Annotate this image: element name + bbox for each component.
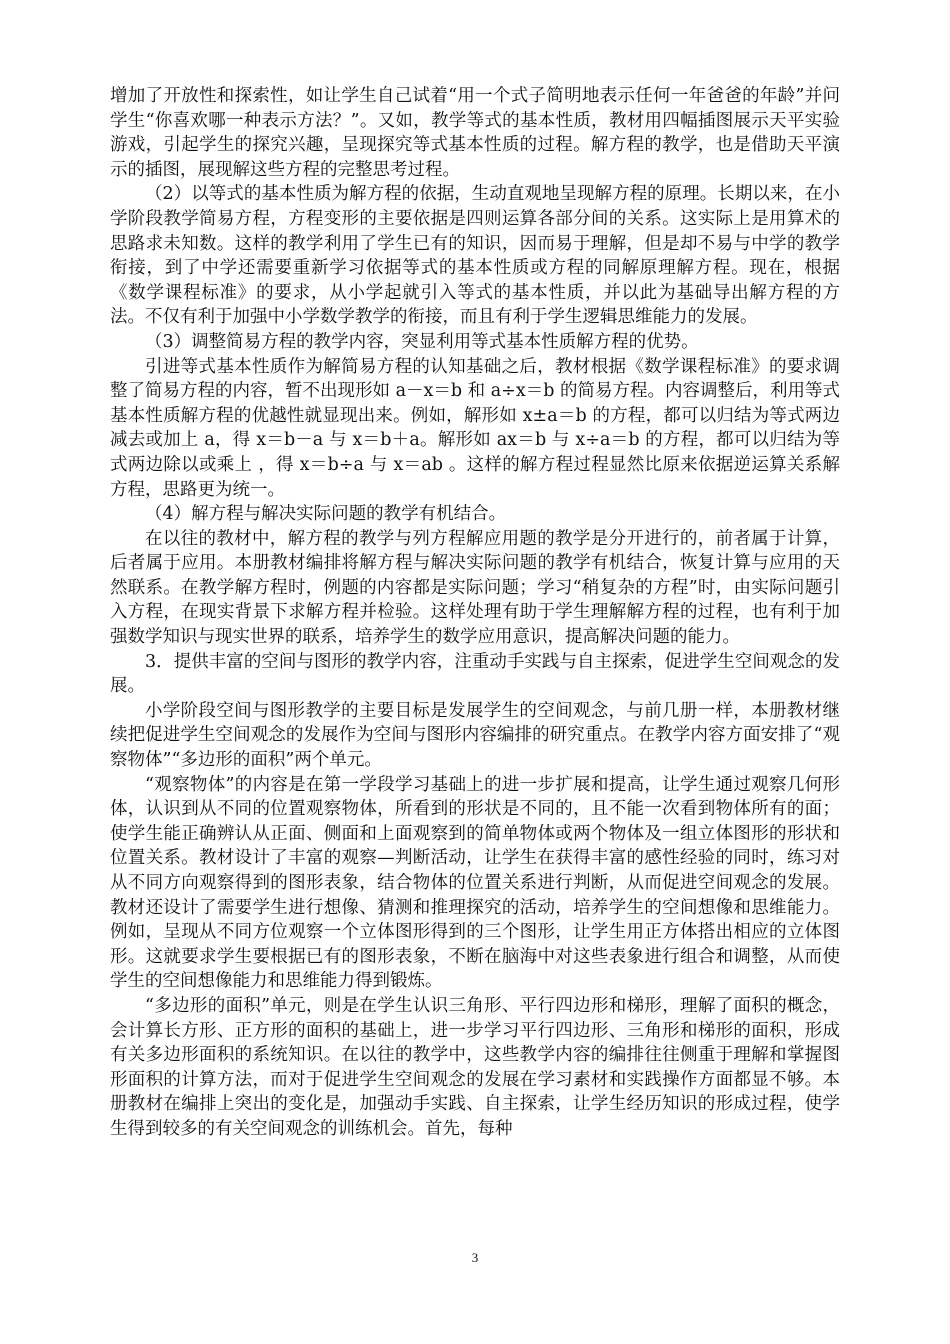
paragraph-point-2: （2）以等式的基本性质为解方程的依据，生动直观地呈现解方程的原理。长期以来，在小学阶段教学简易方程，方程变形的主要依据是四则运算各部分间的关系。这实际上是用算术的思路求未知数。这样的教学利用了学生已有的知识，因而易于理解，但是却不易与中学的教学衔接，到了中学还需要重新学习依据等式的基本性质或方程的同解原理解方程。现在，根据《数学课程标准》的要求，从小学起就引入等式的基本性质，并以此为基础导出解方程的方法。不仅有利于加强中小学数学教学的衔接，而且有利于学生逻辑思维能力的发展。	[110, 184, 840, 328]
paragraph-observing-objects: “观察物体”的内容是在第一学段学习基础上的进一步扩展和提高，让学生通过观察几何形体，认识到从不同的位置观察物体，所看到的形状是不同的，且不能一次看到物体所有的面；使学生能正确辨认从正面、侧面和上面观察到的简单物体或两个物体及一组立体图形的形状和位置关系。教材设计了丰富的观察—判断活动，让学生在获得丰富的感性经验的同时，练习对从不同方向观察得到的图形表象，结合物体的位置关系进行判断，从而促进空间观念的发展。教材还设计了需要学生进行想像、猜测和推理探究的活动，培养学生的空间想像和思维能力。例如，呈现从不同方位观察一个立体图形得到的三个图形，让学生用正方体搭出相应的立体图形。这就要求学生要根据已有的图形表象，不断在脑海中对这些表象进行组合和调整，从而使学生的空间想像能力和思维能力得到锻炼。	[110, 774, 840, 992]
paragraph-polygon-area: “多边形的面积”单元，则是在学生认识三角形、平行四边形和梯形，理解了面积的概念，会计算长方形、正方形的面积的基础上，进一步学习平行四边形、三角形和梯形的面积，形成有关多边形面积的系统知识。在以往的教学中，这些教学内容的编排往往侧重于理解和掌握图形面积的计算方法，而对于促进学生空间观念的发展在学习素材和实践操作方面都显不够。本册教材在编排上突出的变化是，加强动手实践、自主探索，让学生经历知识的形成过程，使学生得到较多的有关空间观念的训练机会。首先，每种	[110, 995, 840, 1139]
paragraph-section-3-heading: 3．提供丰富的空间与图形的教学内容，注重动手实践与自主探索，促进学生空间观念的发展。	[110, 651, 840, 697]
paragraph-point-3-body: 引进等式基本性质作为解简易方程的认知基础之后，教材根据《数学课程标准》的要求调整了简易方程的内容，暂不出现形如 a－x＝b 和 a÷x＝b 的简易方程。内容调整后，利用等式基本性质解方程的优越性就显现出来。例如，解形如 x±a＝b 的方程，都可以归结为等式两边减去或加上 a，得 x＝b－a 与 x＝b＋a。解形如 ax＝b 与 x÷a＝b 的方程，都可以归结为等式两边除以或乘上 ，得 x＝b÷a 与 x＝ab 。这样的解方程过程显然比原来依据逆运算关系解方程，思路更为统一。	[110, 356, 840, 500]
paragraph-section-3-overview: 小学阶段空间与图形教学的主要目标是发展学生的空间观念，与前几册一样，本册教材继续把促进学生空间观念的发展作为空间与图形内容编排的研究重点。在教学内容方面安排了“观察物体”“多边形的面积”两个单元。	[110, 700, 840, 771]
paragraph-intro-continuation: 增加了开放性和探索性，如让学生自己试着“用一个式子简明地表示任何一年爸爸的年龄”并问学生“你喜欢哪一种表示方法？”。又如，教学等式的基本性质，教材用四幅插图展示天平实验游戏，引起学生的探究兴趣，呈现探究等式基本性质的过程。解方程的教学，也是借助天平演示的插图，展现解这些方程的完整思考过程。	[110, 86, 840, 180]
page-number: 3	[471, 1250, 479, 1265]
paragraph-point-3-heading: （3）调整简易方程的教学内容，突显利用等式基本性质解方程的优势。	[145, 331, 699, 352]
paragraph-point-4-body: 在以往的教材中，解方程的教学与列方程解应用题的教学是分开进行的，前者属于计算，后者属于应用。本册教材编排将解方程与解决实际问题的教学有机结合，恢复计算与应用的天然联系。在教学解方程时，例题的内容都是实际问题；学习“稍复杂的方程”时，由实际问题引入方程，在现实背景下求解方程并检验。这样处理有助于学生理解解方程的过程，也有利于加强数学知识与现实世界的联系，培养学生的数学应用意识，提高解决问题的能力。	[110, 528, 840, 648]
paragraph-point-4-heading: （4）解方程与解决实际问题的教学有机结合。	[145, 504, 507, 525]
document-body	[110, 84, 840, 1142]
